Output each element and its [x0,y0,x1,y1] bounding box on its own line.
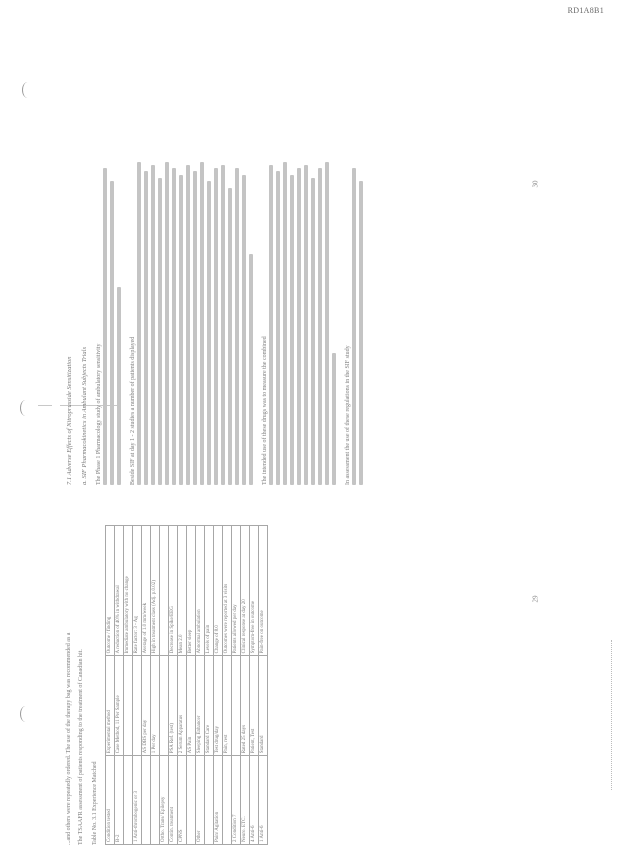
table-cell [160,526,169,656]
table-row [142,526,151,845]
table-cell: AS DBS per day [142,656,151,756]
paragraph-2 [129,155,253,485]
subsection-heading: a. SIF Pharmacokinetics in Ambulant Subjects Trials [81,347,88,485]
table-cell: Contin. treatment [169,756,178,845]
table-cell [124,656,133,756]
table-row [151,526,160,845]
table-row [241,526,250,845]
table-row [259,526,268,845]
table-caption: The TSAAFR assessment of patients responding to the treatment of Canadian hit. [78,649,84,845]
binder-hole-bottom [20,706,31,722]
table-row [232,526,241,845]
table-header-cell: Experimental method [106,656,115,756]
section-heading: 7.1 Adverse Effects of Nitroprusside Sensitization [66,356,73,485]
table-cell [151,756,160,845]
table-cell: Clinical response at day 20 [241,526,250,656]
table-row [205,526,214,845]
table-cell: Other [196,756,205,845]
table-cell: CPNS [178,756,187,845]
table-cell [133,656,142,756]
table-cell: Pain, rest [223,656,232,756]
table-cell: Mean 2.0 [178,526,187,656]
binder-hole-middle [20,400,31,416]
paragraph-4 [344,155,363,485]
page-edge-dots [610,640,612,790]
table-cell: Decrease in Spike/EEG [169,526,178,656]
intro-text: ...and others were repeatedly ordered. The use of the therapy bag was recommended as a [66,632,72,845]
table-cell: A reduction of 40% in withdrawal [115,526,124,656]
paragraph-lead: The Phase 1 Pharmacology study of ambulatory sensitivity [96,343,102,485]
table-cell: Rate factor: 3 - Ag [133,526,142,656]
table-header-cell: Outcome / finding [106,526,115,656]
table-row [196,526,205,845]
page-number-29: 29 [531,595,540,603]
table-cell: B-2 [115,756,124,845]
experience-table [105,525,268,845]
table-cell: Standard Care [205,656,214,756]
rotated-document-body [65,115,485,845]
table-cell: Rated 25 days [241,656,250,756]
table-cell: 1 Per day [151,656,160,756]
table-body [115,526,268,845]
table-row [250,526,259,845]
table-cell: Immediate ambulatory with no change [124,526,133,656]
table-cell [205,756,214,845]
table-row [223,526,232,845]
table-row [133,526,142,845]
table-cell: 4 Anti-6 [250,756,259,845]
scan-mark-1 [38,405,52,406]
table-cell: Neuro. ETC. [241,756,250,845]
table-cell: PSA Ref. (test) [169,656,178,756]
paragraph-3 [261,155,336,485]
paragraph-lead: Beside SIF at day 1 - 2 studies a number of patients displayed [130,336,136,485]
table-cell [223,756,232,845]
table-cell: AS Pain [187,656,196,756]
page-identifier: RD1A8B1 [567,6,604,15]
paragraph-1 [95,155,121,485]
table-row [124,526,133,845]
table-cell: 2 Condition 7 [232,756,241,845]
table-cell: Patients allowed per day [232,526,241,656]
table-row [214,526,223,845]
paragraph-lead: In assessment the use of these regulations in the SIF study [345,345,351,485]
table-row [169,526,178,845]
table-cell: Symptom-free in outcome [250,526,259,656]
table-cell: Abnormal ambulation [196,526,205,656]
table-cell: Outcomes were reported at 3 visits [223,526,232,656]
table-cell [124,756,133,845]
table-cell: 2 Serum Apparatus [178,656,187,756]
table-cell [160,656,169,756]
right-column [65,155,371,485]
table-cell: Standard [259,656,268,756]
table-row [160,526,169,845]
table-cell: Average of 1.0 mm/week [142,526,151,656]
table-cell: Sleeping Enhancer [196,656,205,756]
table-cell: 1 Anti-6 [259,756,268,845]
left-column [65,515,268,845]
table-cell: Ortho. Trans/ Epilepsy [160,756,169,845]
table-cell [232,656,241,756]
table-row [187,526,196,845]
page-number-30: 30 [531,180,540,188]
table-cell: Pain-free on outcome [259,526,268,656]
table-cell: Case Method, 11 Per Sample [115,656,124,756]
table-cell [187,756,196,845]
table-title: Table No. 3.1 Experience Matched [92,761,98,845]
table-header-cell: Condition tested [106,756,115,845]
table-cell: Change of 8.0 [214,526,223,656]
table-row [115,526,124,845]
table-header-row [106,526,115,845]
table-cell: Patient, Test [250,656,259,756]
table-cell: Test drug/day [214,656,223,756]
table-cell [142,756,151,845]
table-cell: Better sleep [187,526,196,656]
table-cell: 1 Anti-thrombogenic or 3 [133,756,142,845]
table-cell: High in treatment class (Adj. p.0.02) [151,526,160,656]
table-cell: Levels of pain [205,526,214,656]
table-cell: Pain/ Agitation [214,756,223,845]
table-row [178,526,187,845]
paragraph-lead: The intended use of these drugs was to measure the combined [262,336,268,485]
binder-hole-top [22,82,33,98]
